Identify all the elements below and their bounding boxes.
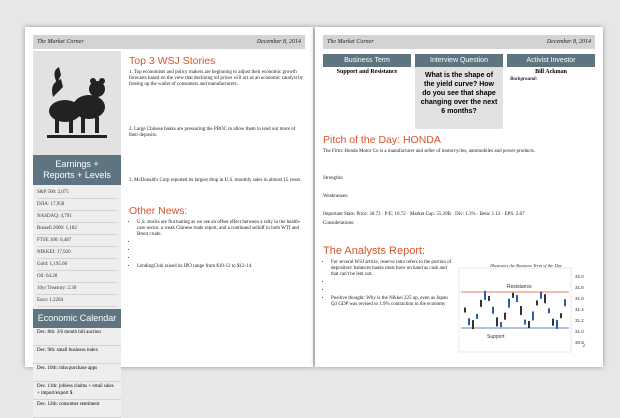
candle	[548, 308, 550, 313]
candle	[500, 322, 502, 327]
y-tick-label: 32.0	[575, 274, 584, 279]
main-column	[129, 55, 305, 361]
page-header	[33, 35, 305, 49]
newsletter-page-2	[315, 27, 603, 367]
candle	[468, 318, 470, 325]
analyst-bullet	[331, 288, 455, 294]
calendar-item: Dec. 11th: jobless claims + retail sales + import/export $	[33, 382, 121, 400]
story-paragraph	[129, 169, 305, 175]
story-paragraph	[129, 91, 305, 97]
top3-stories	[129, 70, 305, 202]
y-tick-label: 31.8	[575, 285, 584, 290]
analysts-report	[323, 245, 595, 355]
story-paragraph	[129, 100, 305, 106]
candle	[496, 317, 498, 326]
calendar-item: Dec. 9th: small business index	[33, 346, 121, 364]
candle	[480, 300, 482, 307]
activist-investor-header: Activist Investor	[507, 54, 595, 67]
newsletter-name: The Market Corner	[327, 39, 374, 45]
activist-investor-name: Bill Ackman	[535, 69, 567, 75]
candle	[488, 296, 490, 301]
stat-row: NASDAQ: 4,791	[37, 211, 117, 223]
story-paragraph	[129, 196, 305, 202]
feature-boxes	[323, 54, 595, 129]
newsletter-name: The Market Corner	[37, 39, 84, 45]
other-news-list	[129, 220, 305, 270]
stat-row: NIKKEI: 17,920	[37, 247, 117, 259]
chart-svg	[459, 268, 593, 352]
story-paragraph	[129, 160, 305, 166]
y-tick-label: 31.0	[575, 329, 584, 334]
news-item: • LendingClub raised its IPO range from $10-12 to $12-14.	[137, 264, 305, 270]
pitch-paragraph: Strengths:	[323, 176, 344, 181]
calendar-header: Economic Calendar	[33, 309, 121, 328]
top3-title: Top 3 WSJ Stories	[129, 55, 216, 67]
stat-row: Russell 2000: 1,182	[37, 223, 117, 235]
story-paragraph	[129, 151, 305, 157]
stat-row: Gold: 1,195.60	[37, 259, 117, 271]
newsletter-date: December 8, 2014	[546, 39, 591, 45]
earnings-header-line1: Earnings +	[55, 159, 99, 169]
pitch-body	[323, 149, 595, 227]
pitch-paragraph: Weaknesses:	[323, 194, 349, 199]
candle	[532, 311, 534, 320]
analyst-bullet: • For several WSJ article, reserve ratio refers to the portion of depositors' balances banks must have on hand as cash and that can't be lent out.	[331, 260, 455, 278]
candle	[560, 313, 562, 318]
pitch-paragraph	[323, 158, 595, 164]
story-paragraph: 2. Large Chinese banks are pressuring the PBOC to allow them to lend out more of their deposits.	[129, 127, 296, 138]
business-term-box	[323, 54, 411, 129]
candle	[492, 307, 494, 314]
page-number: 2	[582, 344, 585, 349]
story-paragraph: 1. Top economists and policy makers are beginning to adjust their economic growth forecasts based on the view that declining oil prices will act as an economic catalyst by freeing up the wallet of consumers and manufacturers.	[129, 70, 304, 87]
interview-question-header: Interview Question	[415, 54, 503, 67]
candle	[544, 294, 546, 303]
activist-background-label: Background:	[510, 77, 538, 82]
pitch-paragraph	[323, 203, 595, 209]
bull-bear-icon	[43, 59, 111, 143]
calendar-item: Dec. 12th: consumer sentiment	[33, 400, 121, 418]
story-paragraph	[129, 187, 305, 193]
candle	[564, 299, 566, 306]
story-paragraph	[129, 109, 305, 115]
analysts-title: The Analysts Report:	[323, 245, 426, 257]
masthead	[33, 51, 121, 155]
pitch-paragraph	[323, 167, 595, 173]
candle	[508, 299, 510, 308]
economic-calendar	[33, 328, 121, 418]
candle	[464, 308, 466, 313]
candle	[520, 306, 522, 315]
news-item	[137, 240, 305, 246]
business-term-name: Support and Resistance	[336, 69, 398, 75]
stat-row: Oil: 64.28	[37, 271, 117, 283]
candle	[472, 320, 474, 329]
pitch-paragraph	[323, 185, 595, 191]
y-tick-label: 31.6	[575, 296, 584, 301]
sidebar	[33, 51, 121, 407]
earnings-header	[33, 155, 121, 185]
candle	[504, 313, 506, 320]
news-item: • U.S. stocks are fluctuating as we see an offset effect between a rally in the health-care sector, a weak Chinese trade report, and a continued selloff in both WTI and Brent crude.	[137, 220, 305, 238]
news-item	[137, 248, 305, 254]
pitch-title: Pitch of the Day: HONDA	[323, 134, 441, 146]
market-stats	[33, 185, 121, 309]
stat-row: 10yr Treasury: 2.30	[37, 283, 117, 295]
page-header	[323, 35, 595, 49]
business-term-header: Business Term	[323, 54, 411, 67]
newsletter-date: December 8, 2014	[256, 39, 301, 45]
pitch-paragraph: Considerations:	[323, 221, 355, 226]
resistance-label: Resistance	[507, 284, 532, 290]
interview-question-text: What is the shape of the yield curve? How do you see that shape changing over the next 6 months?	[415, 67, 503, 129]
interview-question-box	[415, 54, 503, 129]
support-label: Support	[487, 334, 505, 340]
y-tick-label: 31.4	[575, 307, 584, 312]
stat-row: FTSE 100: 6,487	[37, 235, 117, 247]
candle	[556, 320, 558, 329]
candle	[516, 295, 518, 302]
candle	[552, 319, 554, 326]
y-tick-label: 31.2	[575, 318, 584, 323]
support-resistance-chart	[459, 263, 593, 355]
analyst-bullet: • Positive thought: Why is the Nikkei 225 up, even as Japan Q3 GDP was revised to 1.9% contraction in the economy	[331, 296, 455, 308]
pitch-paragraph: The Firm: Honda Motor Co is a manufacturer and seller of motorcycles, automobiles and power products.	[323, 149, 536, 154]
stat-row: DJIA: 17,958	[37, 199, 117, 211]
candle	[536, 300, 538, 305]
stat-row: S&P 500: 2,075	[37, 187, 117, 199]
analyst-bullet	[331, 280, 455, 286]
other-news-title: Other News:	[129, 205, 188, 217]
pitch-paragraph: Important Stats: Price: 30.73 · P/E: 10.72 · Market Cap: 55.39B · Div: 1.3% · Beta: 1.12 · EPS: 2.87	[323, 212, 525, 217]
news-item	[137, 256, 305, 262]
chart-title: Illustrates the Business Term of the Day	[490, 263, 562, 268]
story-paragraph: 3. McDonald's Corp reported its largest drop in U.S. monthly sales in almost 15 years.	[129, 178, 302, 183]
candle	[528, 321, 530, 328]
calendar-item: Dec. 8th: 3/6 month bill auction	[33, 328, 121, 346]
candle	[476, 314, 478, 319]
pitch-of-the-day	[323, 134, 595, 230]
activist-investor-box	[507, 54, 595, 129]
y-tick-label: 30.8	[575, 340, 584, 345]
calendar-item: Dec. 10th: mba purchase apps	[33, 364, 121, 382]
newsletter-page-1	[25, 27, 313, 407]
y-ticks	[575, 274, 584, 345]
analysts-bullets	[323, 260, 455, 308]
candle	[540, 292, 542, 299]
stat-row: Euro: 1.2284	[37, 295, 117, 307]
candle	[512, 293, 514, 298]
story-paragraph	[129, 118, 305, 124]
earnings-header-line2: Reports + Levels	[43, 170, 111, 180]
story-paragraph	[129, 142, 305, 148]
candle	[484, 291, 486, 300]
candle	[524, 320, 526, 325]
